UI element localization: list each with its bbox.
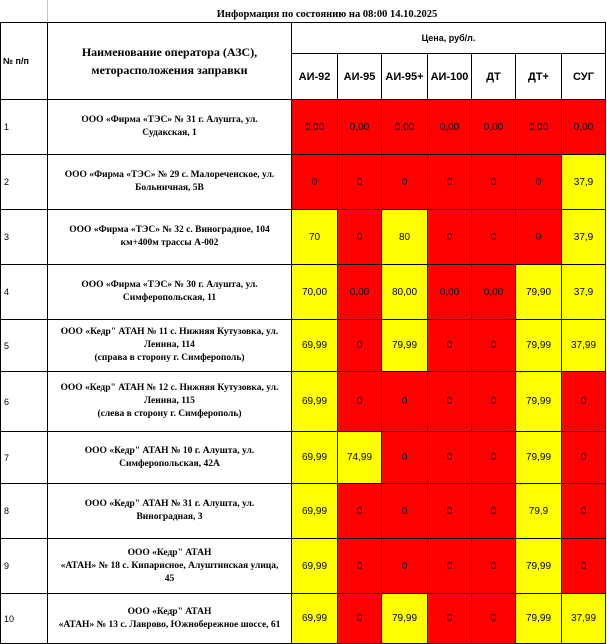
price-cell: 0 (562, 372, 606, 432)
price-cell: 0,00 (338, 265, 382, 320)
price-cell: 0 (562, 432, 606, 484)
price-cell: 0 (428, 155, 472, 210)
header-name (48, 23, 292, 100)
price-cell: 79,99 (382, 320, 428, 372)
price-cell: 0 (338, 484, 382, 539)
price-cell: 0,00 (338, 100, 382, 155)
price-cell: 69,99 (292, 594, 338, 644)
header-fuel-3: АИ-100 (428, 54, 472, 100)
price-cell: 0 (428, 210, 472, 265)
row-number: 4 (1, 265, 48, 320)
station-name-line: ООО «Кедр" АТАН (127, 547, 212, 558)
price-cell: 79,9 (516, 484, 562, 539)
station-name (48, 100, 292, 155)
station-name-line: ООО «Фирма «ТЭС» № 29 с. Малореченское, ул. (64, 170, 275, 180)
row-number: 8 (1, 484, 48, 539)
price-cell: 0,00 (428, 100, 472, 155)
price-cell: 70 (292, 210, 338, 265)
price-cell: 0 (472, 210, 516, 265)
price-cell: 0 (338, 594, 382, 644)
price-cell: 80 (382, 210, 428, 265)
price-cell: 69,99 (292, 539, 338, 594)
header-fuel-4: ДТ (472, 54, 516, 100)
price-cell: 80,00 (382, 265, 428, 320)
header-fuel-5: ДТ+ (516, 54, 562, 100)
price-cell: 0 (472, 484, 516, 539)
station-name-line: Симферопольская, 11 (122, 293, 217, 303)
price-cell: 0 (562, 484, 606, 539)
header-name-line1: Наименование оператора (АЗС), (81, 45, 258, 59)
header-num: № п/п (1, 23, 48, 100)
price-cell: 0 (382, 155, 428, 210)
price-cell: 37,9 (562, 265, 606, 320)
station-name-line: Судакская, 1 (142, 128, 197, 138)
price-cell: 0,00 (562, 100, 606, 155)
table-row (1, 100, 606, 155)
row-number: 7 (1, 432, 48, 484)
price-cell: 79,90 (516, 265, 562, 320)
price-cell: 0 (382, 539, 428, 594)
table-row (1, 320, 606, 372)
price-cell: 79,99 (382, 594, 428, 644)
station-name (48, 265, 292, 320)
price-cell: 0 (472, 594, 516, 644)
station-name-line: ООО «Кедр" АТАН (127, 606, 212, 617)
station-name (48, 432, 292, 484)
table-row (1, 432, 606, 484)
rows-body (1, 100, 606, 644)
price-cell: 79,99 (516, 320, 562, 372)
price-cell: 0 (428, 432, 472, 484)
station-name (48, 320, 292, 372)
table-row (1, 484, 606, 539)
station-name (48, 210, 292, 265)
price-cell: 0,00 (292, 100, 338, 155)
station-name-line: км+400м трассы А-002 (120, 238, 219, 248)
price-cell: 0 (338, 155, 382, 210)
price-cell: 0 (472, 320, 516, 372)
price-cell: 37,9 (562, 155, 606, 210)
price-cell: 69,99 (292, 320, 338, 372)
price-cell: 0 (382, 484, 428, 539)
price-cell: 37,99 (562, 320, 606, 372)
price-cell: 0,00 (382, 100, 428, 155)
price-cell: 0 (516, 155, 562, 210)
price-cell: 0 (382, 372, 428, 432)
price-cell: 0 (338, 320, 382, 372)
station-name-line: Симферопольская, 42А (119, 458, 220, 469)
fuel-price-table (0, 22, 606, 644)
table-row (1, 594, 606, 644)
station-name (48, 539, 292, 594)
table-row (1, 539, 606, 594)
price-cell: 0 (516, 210, 562, 265)
station-name-line: (слева в сторону г. Симферополь) (97, 409, 242, 419)
station-name-line: ООО «Кедр" АТАН № 11 с. Нижняя Кутузовка, ул. (60, 327, 279, 337)
price-cell: 0,00 (472, 100, 516, 155)
price-cell: 74,99 (338, 432, 382, 484)
station-name-line: ООО «Фирма «ТЭС» № 30 г. Алушта, ул. (81, 280, 258, 290)
price-cell: 79,99 (516, 594, 562, 644)
row-number: 6 (1, 372, 48, 432)
price-cell: 0 (472, 432, 516, 484)
header-fuel-6: СУГ (562, 54, 606, 100)
price-cell: 69,99 (292, 372, 338, 432)
price-cell: 0 (338, 372, 382, 432)
price-cell: 0 (472, 539, 516, 594)
price-cell: 37,9 (562, 210, 606, 265)
price-cell: 69,99 (292, 432, 338, 484)
price-cell: 0 (472, 372, 516, 432)
row-number: 2 (1, 155, 48, 210)
row-number: 9 (1, 539, 48, 594)
price-cell: 0 (428, 372, 472, 432)
table-row (1, 265, 606, 320)
price-cell: 0,00 (472, 265, 516, 320)
table-row (1, 210, 606, 265)
price-cell: 0 (382, 432, 428, 484)
price-cell: 79,99 (516, 539, 562, 594)
price-cell: 69,99 (292, 484, 338, 539)
station-name-line: 45 (164, 573, 175, 584)
station-name (48, 372, 292, 432)
info-title: Информация по состоянию на 08:00 14.10.2025 (47, 0, 606, 22)
row-number: 3 (1, 210, 48, 265)
station-name-line: ООО «Фирма «ТЭС» № 31 г. Алушта, ул. (81, 115, 258, 125)
station-name-line: ООО «Кедр" АТАН № 12 с. Нижняя Кутузовка, ул. (60, 383, 279, 393)
station-name (48, 484, 292, 539)
station-name-line: ООО «Фирма «ТЭС» № 32 с. Виноградное, 104 (69, 225, 270, 235)
price-cell: 0 (338, 210, 382, 265)
header-fuel-2: АИ-95+ (382, 54, 428, 100)
price-cell: 0 (428, 594, 472, 644)
station-name-line: ООО «Кедр" АТАН № 31 г. Алушта, ул. (84, 499, 255, 509)
station-name-line: Виноградная, 3 (136, 512, 203, 522)
header-price: Цена, руб/л. (292, 23, 606, 54)
price-cell: 37,99 (562, 594, 606, 644)
row-number: 1 (1, 100, 48, 155)
price-cell: 79,99 (516, 432, 562, 484)
row-number: 5 (1, 320, 48, 372)
price-cell: 70,00 (292, 265, 338, 320)
table-row (1, 155, 606, 210)
price-cell: 0,00 (516, 100, 562, 155)
price-cell: 79,99 (516, 372, 562, 432)
price-cell: 0 (562, 539, 606, 594)
station-name-line: «АТАН» № 18 с. Кипарисное, Алуштинская улица, (60, 560, 279, 571)
station-name-line: (справа в сторону г. Симферополь) (94, 353, 245, 363)
station-name-line: Ленина, 114 (144, 340, 195, 350)
header-fuel-0: АИ-92 (292, 54, 338, 100)
price-cell: 0 (428, 539, 472, 594)
station-name-line: «АТАН» № 13 с. Лаврово, Южнобережное шоссе, 61 (58, 619, 281, 630)
price-cell: 0 (472, 155, 516, 210)
price-cell: 0,00 (428, 265, 472, 320)
station-name-line: ООО «Кедр" АТАН № 10 г. Алушта, ул. (84, 445, 255, 456)
price-cell: 0 (428, 320, 472, 372)
price-cell: 0 (292, 155, 338, 210)
price-cell: 0 (428, 484, 472, 539)
row-number: 10 (1, 594, 48, 644)
station-name (48, 594, 292, 644)
station-name-line: Больничная, 5В (135, 183, 204, 193)
station-name (48, 155, 292, 210)
header-fuel-1: АИ-95 (338, 54, 382, 100)
table-row (1, 372, 606, 432)
price-cell: 0 (338, 539, 382, 594)
station-name-line: Ленина, 115 (144, 396, 195, 406)
header-name-line2: меторасположения заправки (91, 63, 248, 77)
